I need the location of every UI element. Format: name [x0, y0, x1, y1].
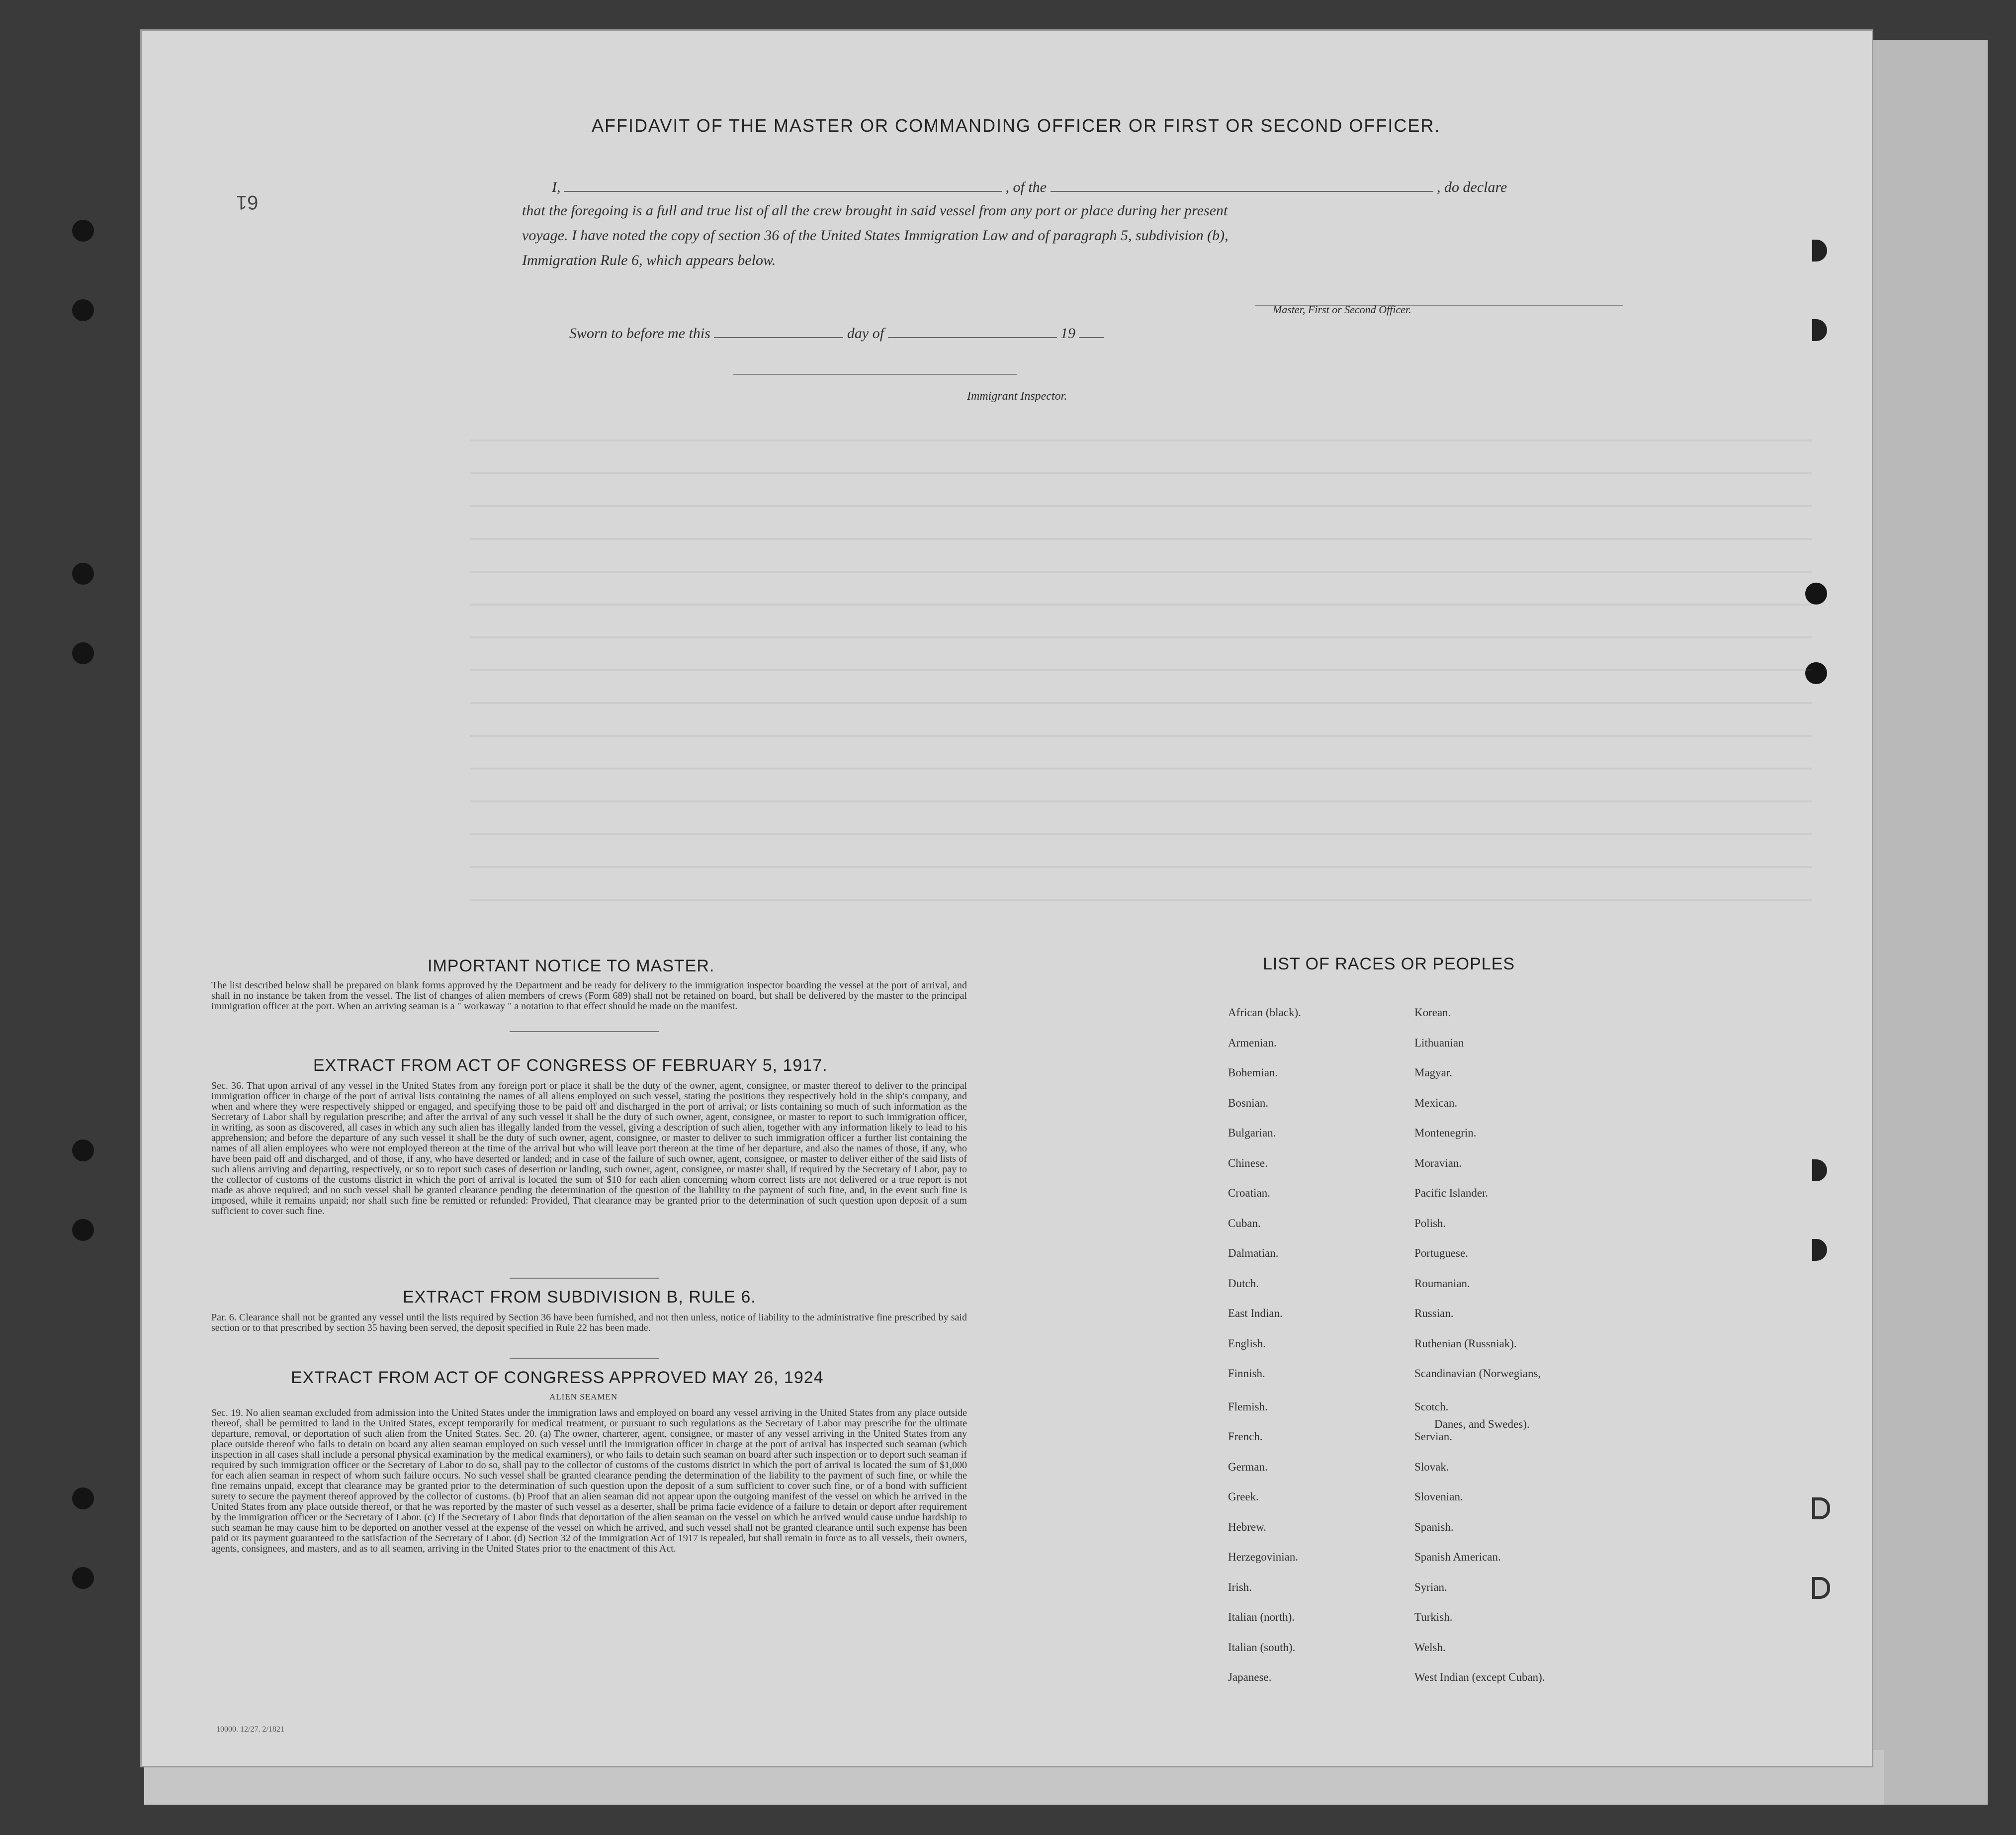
divider: [510, 1031, 659, 1032]
race-item: Dalmatian.: [1228, 1247, 1279, 1259]
race-item: Russian.: [1414, 1307, 1454, 1319]
binder-hole: [72, 220, 94, 242]
extract-1924-title: EXTRACT FROM ACT OF CONGRESS APPROVED MAY 26, 1924: [291, 1368, 824, 1387]
race-item: Spanish American.: [1414, 1551, 1501, 1563]
affidavit-declare: , do declare: [1437, 179, 1507, 195]
extract-1917-title: EXTRACT FROM ACT OF CONGRESS OF FEBRUARY 5, 1917.: [313, 1056, 828, 1075]
race-item: Polish.: [1414, 1217, 1446, 1229]
affidavit-line-1: [552, 176, 1636, 196]
race-item: Danes, and Swedes).: [1434, 1418, 1530, 1430]
bleed-through: [470, 409, 1812, 906]
year-blank[interactable]: [1079, 322, 1104, 338]
affidavit-line-3: voyage. I have noted the copy of section 36 of the United States Immigration Law and of paragraph 5, subdivision (b),: [522, 227, 1228, 244]
binder-hole: [72, 563, 94, 585]
race-item: Spanish.: [1414, 1520, 1454, 1533]
race-item: Italian (south).: [1228, 1641, 1296, 1654]
extract-1917-body: Sec. 36. That upon arrival of any vessel in the United States from any foreign port or place it shall be the duty of the owner, agent, consignee, or master thereof to deliver to the principal immigration officer in charge of the port of arrival lists containing the names of all aliens employed on such vessel, stating the positions they respectively hold in the ship's company, and when and where they were respectively shipped or engaged, and specifying those to be paid off and discharged in the port of arrival; or lists containing so much of such information as the Secretary of Labor shall by regulation prescribe; and after the arrival of any such vessel it shall be the duty of such owner, agent, consignee, or master to report to such immigration officer, in writing, as soon as discovered, all cases in which any such alien has illegally landed from the vessel, giving a description of such alien, together with any information likely to lead to his apprehension; and before the departure of any such vessel it shall be the duty of such owner, agent, consignee, or master to deliver to such immigration officer a further list containing the names of all alien employees who were not employed thereon at the time of the arrival but who will leave port thereon at the time of her departure, and also the names of those, if any, who have been paid off and discharged, and of those, if any, who have deserted or landed; and in case of the failure of such owner, agent, consignee, or master to deliver either of the said lists of such aliens arriving and departing, respectively, or so to report such cases of desertion or landing, such owner, agent, consignee, or master shall, if required by the Secretary of Labor, pay to the collector of customs of the customs district in which the port of arrival is located the sum of $10 for each alien concerning whom correct lists are not delivered or a true report is not made as above required; and no such vessel shall be granted clearance pending the determination of the question of the liability to the payment of such fine, and, in the event such fine is imposed, while it remains unpaid; nor shall such fine be remitted or refunded: Provided, That clearance may be granted prior to the determination of such question upon deposit of a sum sufficient to cover such fine.: [211, 1080, 967, 1217]
month-blank[interactable]: [888, 322, 1057, 338]
inspector-signature-line[interactable]: [733, 374, 1017, 375]
extract-rule6-body: Par. 6. Clearance shall not be granted any vessel until the lists required by Section 36 have been furnished, and not then unless, notice of liability to the administrative fine prescribed by said section or to that prescribed by section 35 having been served, the deposit specified in Rule 22 has been made.: [211, 1312, 967, 1333]
race-item: Bulgarian.: [1228, 1127, 1276, 1139]
race-item: East Indian.: [1228, 1307, 1283, 1319]
race-item: Italian (north).: [1228, 1611, 1295, 1623]
binder-hole: [1812, 1577, 1830, 1599]
race-item: West Indian (except Cuban).: [1414, 1671, 1545, 1683]
race-item: Slovak.: [1414, 1460, 1449, 1473]
race-item: Hebrew.: [1228, 1520, 1267, 1533]
race-item: African (black).: [1228, 1006, 1301, 1019]
extract-rule6-title: EXTRACT FROM SUBDIVISION B, RULE 6.: [403, 1288, 756, 1307]
race-item: Herzegovinian.: [1228, 1551, 1299, 1563]
binder-hole: [72, 642, 94, 664]
race-item: Chinese.: [1228, 1156, 1268, 1169]
race-item: Cuban.: [1228, 1217, 1261, 1229]
year-prefix: 19: [1060, 325, 1076, 342]
binder-hole: [72, 299, 94, 321]
binder-hole: [1812, 1239, 1827, 1261]
race-item: Mexican.: [1414, 1096, 1458, 1109]
race-item: Servian.: [1414, 1430, 1453, 1443]
race-item: Dutch.: [1228, 1277, 1259, 1290]
race-item: Pacific Islander.: [1414, 1187, 1489, 1199]
race-item: Scotch.: [1414, 1400, 1449, 1413]
divider: [510, 1278, 659, 1279]
binder-hole: [1812, 1497, 1830, 1519]
race-item: Bosnian.: [1228, 1096, 1269, 1109]
master-signature-label: Master, First or Second Officer.: [1273, 303, 1411, 316]
race-item: Bohemian.: [1228, 1066, 1278, 1079]
race-item: Syrian.: [1414, 1580, 1447, 1593]
binder-hole: [1812, 319, 1827, 341]
affidavit-title: AFFIDAVIT OF THE MASTER OR COMMANDING OFFICER OR FIRST OR SECOND OFFICER.: [592, 115, 1441, 136]
race-item: Flemish.: [1228, 1400, 1268, 1413]
race-item: Magyar.: [1414, 1066, 1453, 1079]
vessel-blank[interactable]: [1051, 176, 1433, 192]
notice-body: The list described below shall be prepared on blank forms approved by the Department and be ready for delivery to the immigration inspector boarding the vessel at the port of arrival, and shall in no instance be taken from the vessel. The list of changes of alien members of crews (Form 689) shall not be retained on board, but shall be delivered by the master to the principal immigration officer at the port. When an arriving seaman is a " workaway " a notation to that effect should be made on the manifest.: [211, 980, 967, 1012]
race-item: Irish.: [1228, 1580, 1252, 1593]
race-item: English.: [1228, 1337, 1266, 1350]
affidavit-i: I,: [552, 179, 561, 195]
divider: [510, 1358, 659, 1359]
race-item: Moravian.: [1414, 1156, 1462, 1169]
margin-mark: 61: [236, 191, 259, 213]
race-item: Japanese.: [1228, 1671, 1272, 1683]
document-page: [142, 31, 1872, 1766]
binder-hole: [1812, 240, 1827, 262]
day-of-text: day of: [847, 325, 884, 342]
affidavit-line-4: Immigration Rule 6, which appears below.: [522, 252, 776, 268]
binder-hole: [72, 1139, 94, 1161]
binder-hole: [1812, 1159, 1827, 1181]
inspector-label: Immigrant Inspector.: [967, 390, 1067, 403]
race-item: Armenian.: [1228, 1036, 1277, 1049]
affidavit-of-the: , of the: [1005, 179, 1047, 195]
affidavit-line-2: that the foregoing is a full and true list of all the crew brought in said vessel from any port or place during her present: [522, 202, 1228, 219]
footer-stamp: 10000. 12/27. 2/1821: [216, 1725, 284, 1734]
race-item: Scandinavian (Norwegians,: [1414, 1367, 1541, 1380]
race-item: Welsh.: [1414, 1641, 1446, 1654]
binder-hole: [72, 1487, 94, 1509]
sworn-line: [569, 322, 1265, 342]
race-item: Montenegrin.: [1414, 1127, 1477, 1139]
race-item: German.: [1228, 1460, 1268, 1473]
race-item: Slovenian.: [1414, 1490, 1463, 1503]
sworn-text: Sworn to before me this: [569, 325, 710, 342]
race-item: Greek.: [1228, 1490, 1259, 1503]
race-item: Turkish.: [1414, 1611, 1453, 1623]
race-item: Portuguese.: [1414, 1247, 1468, 1259]
day-blank[interactable]: [714, 322, 843, 338]
name-blank[interactable]: [564, 176, 1002, 192]
back-sheet: [1859, 40, 1988, 1805]
race-item: Korean.: [1414, 1006, 1451, 1019]
race-item: Finnish.: [1228, 1367, 1265, 1380]
race-item: Lithuanian: [1414, 1036, 1464, 1049]
binder-hole: [72, 1219, 94, 1241]
race-item: Ruthenian (Russniak).: [1414, 1337, 1517, 1350]
race-item: Roumanian.: [1414, 1277, 1470, 1290]
extract-1924-subtitle: ALIEN SEAMEN: [549, 1392, 618, 1401]
race-item: Croatian.: [1228, 1187, 1270, 1199]
race-item: French.: [1228, 1430, 1263, 1443]
races-title: LIST OF RACES OR PEOPLES: [1263, 955, 1515, 973]
extract-1924-body: Sec. 19. No alien seaman excluded from admission into the United States under the immigration laws and employed on board any vessel arriving in the United States from any place outside thereof, shall be permitted to land in the United States, except temporarily for medical treatment, or pursuant to such regulations as the Secretary of Labor may prescribe for the ultimate departure, removal, or deportation of such alien from the United States. Sec. 20. (a) The owner, charterer, agent, consignee, or master of any vessel arriving in the United States from any place outside thereof who fails to detain on board any alien seaman employed on such vessel until the immigration officer in charge at the port of arrival has inspected such seaman (which inspection in all cases shall include a personal physical examination by the medical examiners), or who fails to detain such seaman on board after such inspection or to deport such seaman if required by such immigration officer or the Secretary of Labor to do so, shall pay to the collector of customs of the customs district in which the port of arrival is located the sum of $1,000 for each alien seaman in respect of whom such failure occurs. No such vessel shall be granted clearance pending the determination of the liability to the payment of such fine, or while the fine remains unpaid, except that clearance may be granted prior to the determination of such question upon the deposit of a sum sufficient to cover such fine, or of a bond with sufficient surety to secure the payment thereof approved by the collector of customs. (b) Proof that an alien seaman did not appear upon the outgoing manifest of the vessel on which he arrived in the United States from any place outside thereof, or that he was reported by the master of such vessel as a deserter, shall be prima facie evidence of a failure to detain or deport after requirement by the immigration officer or the Secretary of Labor. (c) If the Secretary of Labor finds that deportation of the alien seaman on the vessel on which he arrived would cause undue hardship to such seaman he may cause him to be deported on another vessel at the expense of the vessel on which he arrived, and such vessel shall not be granted clearance until such expense has been paid or its payment guaranteed to the satisfaction of the Secretary of Labor. (d) Section 32 of the Immigration Act of 1917 is repealed, but shall remain in force as to all vessels, their owners, agents, consignees, and masters, and as to all seamen, arriving in the United States prior to the enactment of this Act.: [211, 1407, 967, 1554]
binder-hole: [72, 1567, 94, 1589]
notice-title: IMPORTANT NOTICE TO MASTER.: [428, 957, 715, 975]
